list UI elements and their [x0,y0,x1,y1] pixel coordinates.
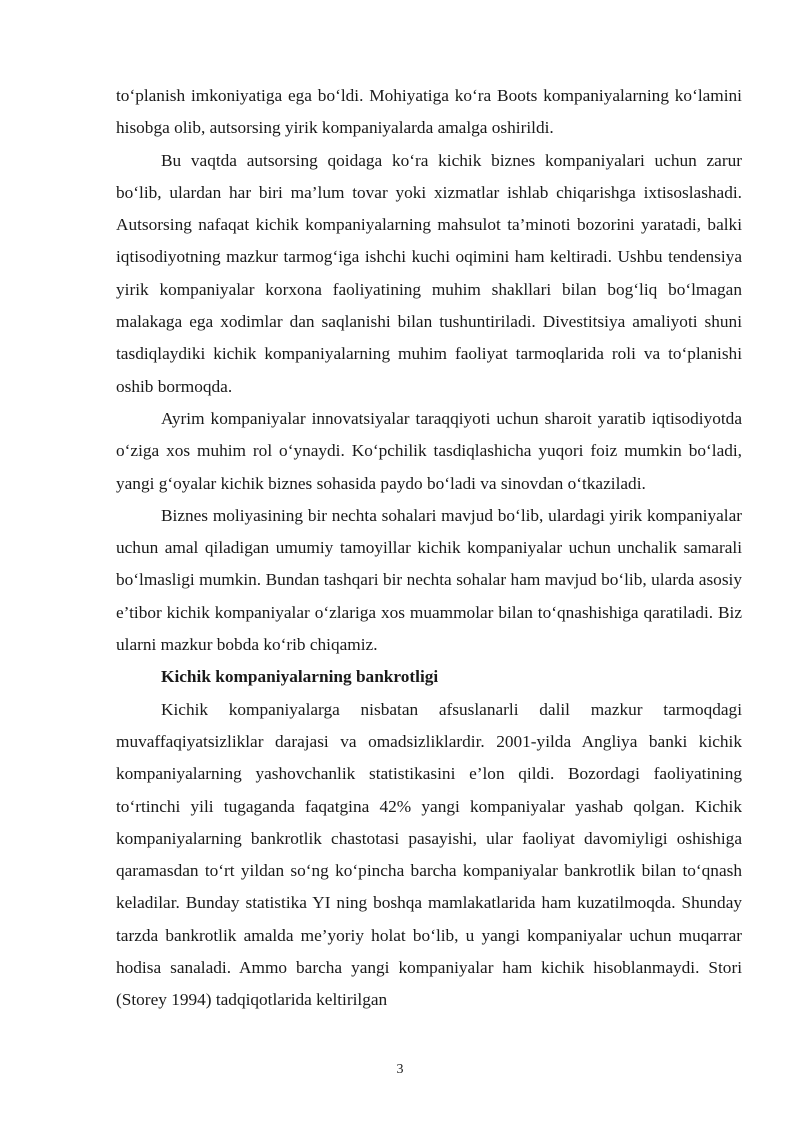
page-body [116,80,742,1017]
paragraph-bankruptcy: Kichik kompaniyalarga nisbatan afsuslanarli dalil mazkur tarmoqdagi muvaffaqiyatsizliklar darajasi va omadsizliklardir. 2001-yilda Angliya banki kichik kompaniyalarning yashovchanlik statistikasini e’lon qildi. Bozordagi faoliyatining to‘rtinchi yili tugaganda faqatgina 42% yangi kompaniyalar yashab qolgan. Kichik kompaniyalarning bankrotlik chastotasi pasayishi, ular faoliyat davomiyligi oshishiga qaramasdan to‘rt yildan so‘ng ko‘pincha barcha kompaniyalar bankrotlik bilan to‘qnash keladilar. Bunday statistika YI ning boshqa mamlakatlarida ham kuzatilmoqda. Shunday tarzda bankrotlik amalda me’yoriy holat bo‘lib, u yangi kompaniyalar uchun muqarrar hodisa sanaladi. Ammo barcha yangi kompaniyalar ham kichik hisoblanmaydi. Stori (Storey 1994) tadqiqotlarida keltirilgan [116,699,742,1010]
page-number: 3 [396,1062,404,1077]
section-heading: Kichik kompaniyalarning bankrotligi [161,667,439,687]
paragraph-outsourcing: Bu vaqtda autsorsing qoidaga ko‘ra kichik biznes kompaniyalari uchun zarur bo‘lib, ulardan har biri ma’lum tovar yoki xizmatlar ishlab chiqarishga ixtisoslashadi. Autsorsing nafaqat kichik kompaniyalarning mahsulot ta’minoti bozorini yaratadi, balki iqtisodiyotning mazkur tarmog‘iga ishchi kuchi oqimini ham keltiradi. Ushbu tendensiya yirik kompaniyalar korxona faoliyatining muhim shakllari bilan bog‘liq bo‘lmagan malakaga ega xodimlar dan saqlanishi bilan tushuntiriladi. Divestitsiya amaliyoti shuni tasdiqlaydiki kichik kompaniyalarning muhim faoliyat tarmoqlarida roli va to‘planishi oshib bormoqda. [116,150,742,396]
paragraph-continued: to‘planish imkoniyatiga ega bo‘ldi. Mohiyatiga ko‘ra Boots kompaniyalarning ko‘lamini hisobga olib, autsorsing yirik kompaniyalarda amalga oshirildi. [116,86,742,138]
paragraph-business-finance: Biznes moliyasining bir nechta sohalari mavjud bo‘lib, ulardagi yirik kompaniyalar uchun amal qiladigan umumiy tamoyillar kichik kompaniyalar uchun unchalik samarali bo‘lmasligi mumkin. Bundan tashqari bir nechta sohalar ham mavjud bo‘lib, ularda asosiy e’tibor kichik kompaniyalar o‘zlariga xos muammolar bilan to‘qnashishiga qaratiladi. Biz ularni mazkur bobda ko‘rib chiqamiz. [116,505,742,655]
paragraph-innovation: Ayrim kompaniyalar innovatsiyalar taraqqiyoti uchun sharoit yaratib iqtisodiyotda o‘ziga xos muhim rol o‘ynaydi. Ko‘pchilik tasdiqlashicha yuqori foiz mumkin bo‘ladi, yangi g‘oyalar kichik biznes sohasida paydo bo‘ladi va sinovdan o‘tkaziladi. [116,408,742,493]
